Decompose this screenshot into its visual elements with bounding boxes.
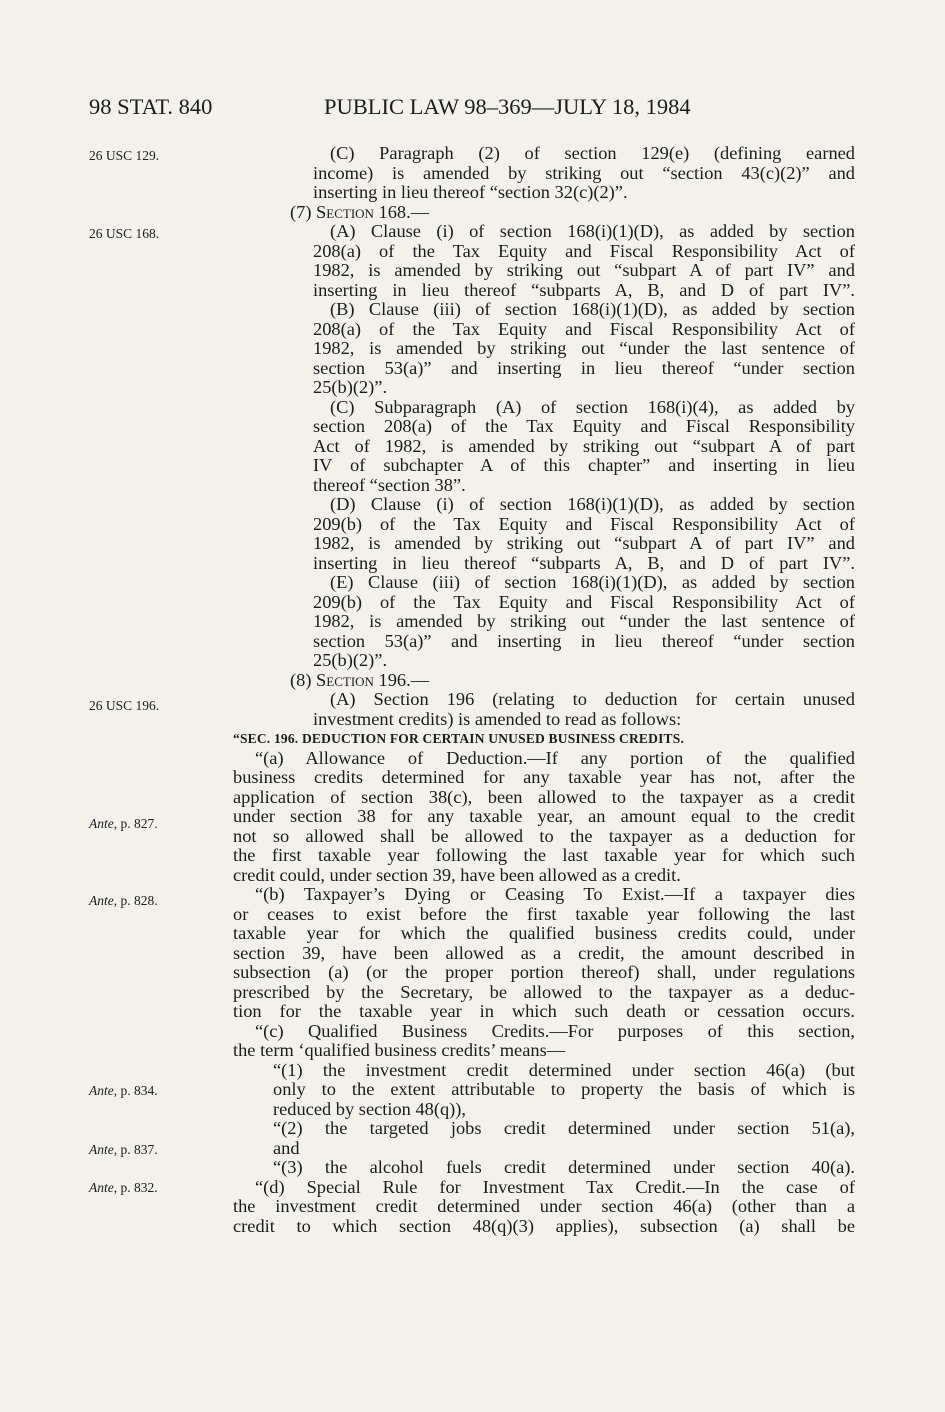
text-line: “(b) Taxpayer’s Dying or Ceasing To Exist.—If a taxpayer dies	[255, 884, 855, 904]
text-line: inserting in lieu thereof “section 32(c)(2)”.	[313, 182, 628, 202]
text-line: business credits determined for any taxable year has not, after the	[233, 767, 855, 787]
text-line: “(d) Special Rule for Investment Tax Credit.—In the case of	[255, 1176, 855, 1197]
text-line: 1982, is amended by striking out “under the last sentence of	[313, 611, 855, 631]
margin-note: Ante, p. 834.	[89, 1083, 158, 1098]
list-item: and	[273, 1137, 300, 1158]
text-line: (B) Clause (iii) of section 168(i)(1)(D), as added by section	[330, 299, 855, 319]
text-line: subsection (a) (or the proper portion thereof) shall, under regulations	[233, 962, 855, 982]
body-text	[233, 144, 855, 1236]
text-line: credit to which section 48(q)(3) applies), subsection (a) shall be	[233, 1215, 855, 1236]
text-line: IV of subchapter A of this chapter” and inserting in lieu	[313, 455, 855, 475]
text-line: section 53(a)” and inserting in lieu thereof “under section	[313, 357, 855, 378]
text-line: 209(b) of the Tax Equity and Fiscal Responsibility Act of	[313, 591, 855, 612]
margin-note: 26 USC 196.	[89, 698, 160, 713]
text-line: taxable year for which the qualified business credits could, under	[233, 923, 855, 943]
margin-note: 26 USC 168.	[89, 226, 160, 241]
text-line: thereof “section 38”.	[313, 474, 466, 495]
text-line: investment credits) is amended to read as follows:	[313, 708, 682, 729]
text-line: section 53(a)” and inserting in lieu thereof “under section	[313, 630, 855, 651]
list-item: “(3) the alcohol fuels credit determined under section 40(a).	[273, 1157, 855, 1177]
text-line: (A) Section 196 (relating to deduction for certain unused	[330, 689, 855, 709]
text-line: 209(b) of the Tax Equity and Fiscal Responsibility Act of	[313, 513, 855, 534]
running-head: PUBLIC LAW 98–369—JULY 18, 1984	[324, 94, 691, 119]
text-line: “(a) Allowance of Deduction.—If any portion of the qualified	[255, 747, 855, 768]
text-line: inserting in lieu thereof “subparts A, B, and D of part IV”.	[313, 279, 855, 300]
text-line: (A) Clause (i) of section 168(i)(1)(D), as added by section	[330, 221, 855, 241]
list-item: “(2) the targeted jobs credit determined under section 51(a),	[273, 1118, 855, 1138]
text-line: Act of 1982, is amended by striking out “subpart A of part	[313, 435, 855, 456]
text-line: “(c) Qualified Business Credits.—For purposes of this section,	[255, 1020, 855, 1041]
text-line: (C) Paragraph (2) of section 129(e) (defining earned	[330, 143, 855, 163]
text-line: credit could, under section 39, have been allowed as a credit.	[233, 864, 681, 885]
text-line: (C) Subparagraph (A) of section 168(i)(4), as added by	[330, 396, 855, 417]
margin-note: Ante, p. 827.	[89, 816, 158, 831]
text-line: tion for the taxable year in which such death or cessation occurs.	[233, 1001, 855, 1021]
margin-note: Ante, p. 832.	[89, 1180, 158, 1195]
text-line: 25(b)(2)”.	[313, 650, 388, 670]
section-title: “SEC. 196. DEDUCTION FOR CERTAIN UNUSED BUSINESS CREDITS.	[233, 731, 685, 746]
list-item: “(1) the investment credit determined under section 46(a) (but	[273, 1059, 855, 1080]
text-line: under section 38 for any taxable year, an amount equal to the credit	[233, 806, 855, 826]
margin-note: Ante, p. 837.	[89, 1142, 158, 1157]
text-line: the first taxable year following the last taxable year for which such	[233, 845, 855, 865]
text-line: 1982, is amended by striking out “under the last sentence of	[313, 338, 855, 358]
margin-note: Ante, p. 828.	[89, 893, 158, 908]
text-line: 1982, is amended by striking out “subpart A of part IV” and	[313, 533, 855, 553]
text-line: (D) Clause (i) of section 168(i)(1)(D), as added by section	[330, 494, 855, 514]
section-heading: (7) Section 168.—	[290, 201, 430, 222]
list-item: only to the extent attributable to property the basis of which is	[273, 1079, 855, 1099]
text-line: prescribed by the Secretary, be allowed to the taxpayer as a deduc-	[233, 981, 855, 1002]
text-line: section 208(a) of the Tax Equity and Fiscal Responsibility	[313, 416, 855, 436]
list-item: reduced by section 48(q)),	[273, 1098, 467, 1119]
text-line: 208(a) of the Tax Equity and Fiscal Responsibility Act of	[313, 318, 855, 339]
text-line: 25(b)(2)”.	[313, 377, 388, 397]
text-line: the investment credit determined under section 46(a) (other than a	[233, 1196, 855, 1216]
text-line: not so allowed shall be allowed to the taxpayer as a deduction for	[233, 825, 855, 846]
text-line: (E) Clause (iii) of section 168(i)(1)(D), as added by section	[330, 572, 855, 592]
text-line: inserting in lieu thereof “subparts A, B, and D of part IV”.	[313, 552, 855, 573]
text-line: 1982, is amended by striking out “subpart A of part IV” and	[313, 260, 855, 280]
text-line: section 39, have been allowed as a credit, the amount described in	[233, 942, 855, 963]
text-line: income) is amended by striking out “section 43(c)(2)” and	[313, 162, 855, 183]
text-line: application of section 38(c), been allowed to the taxpayer as a credit	[233, 786, 855, 807]
margin-note: 26 USC 129.	[89, 148, 160, 163]
section-heading: (8) Section 196.—	[290, 669, 430, 690]
page-number: 98 STAT. 840	[89, 94, 213, 119]
text-line: or ceases to exist before the first taxable year following the last	[233, 903, 855, 924]
text-line: 208(a) of the Tax Equity and Fiscal Responsibility Act of	[313, 240, 855, 261]
text-line: the term ‘qualified business credits’ means—	[233, 1040, 566, 1060]
